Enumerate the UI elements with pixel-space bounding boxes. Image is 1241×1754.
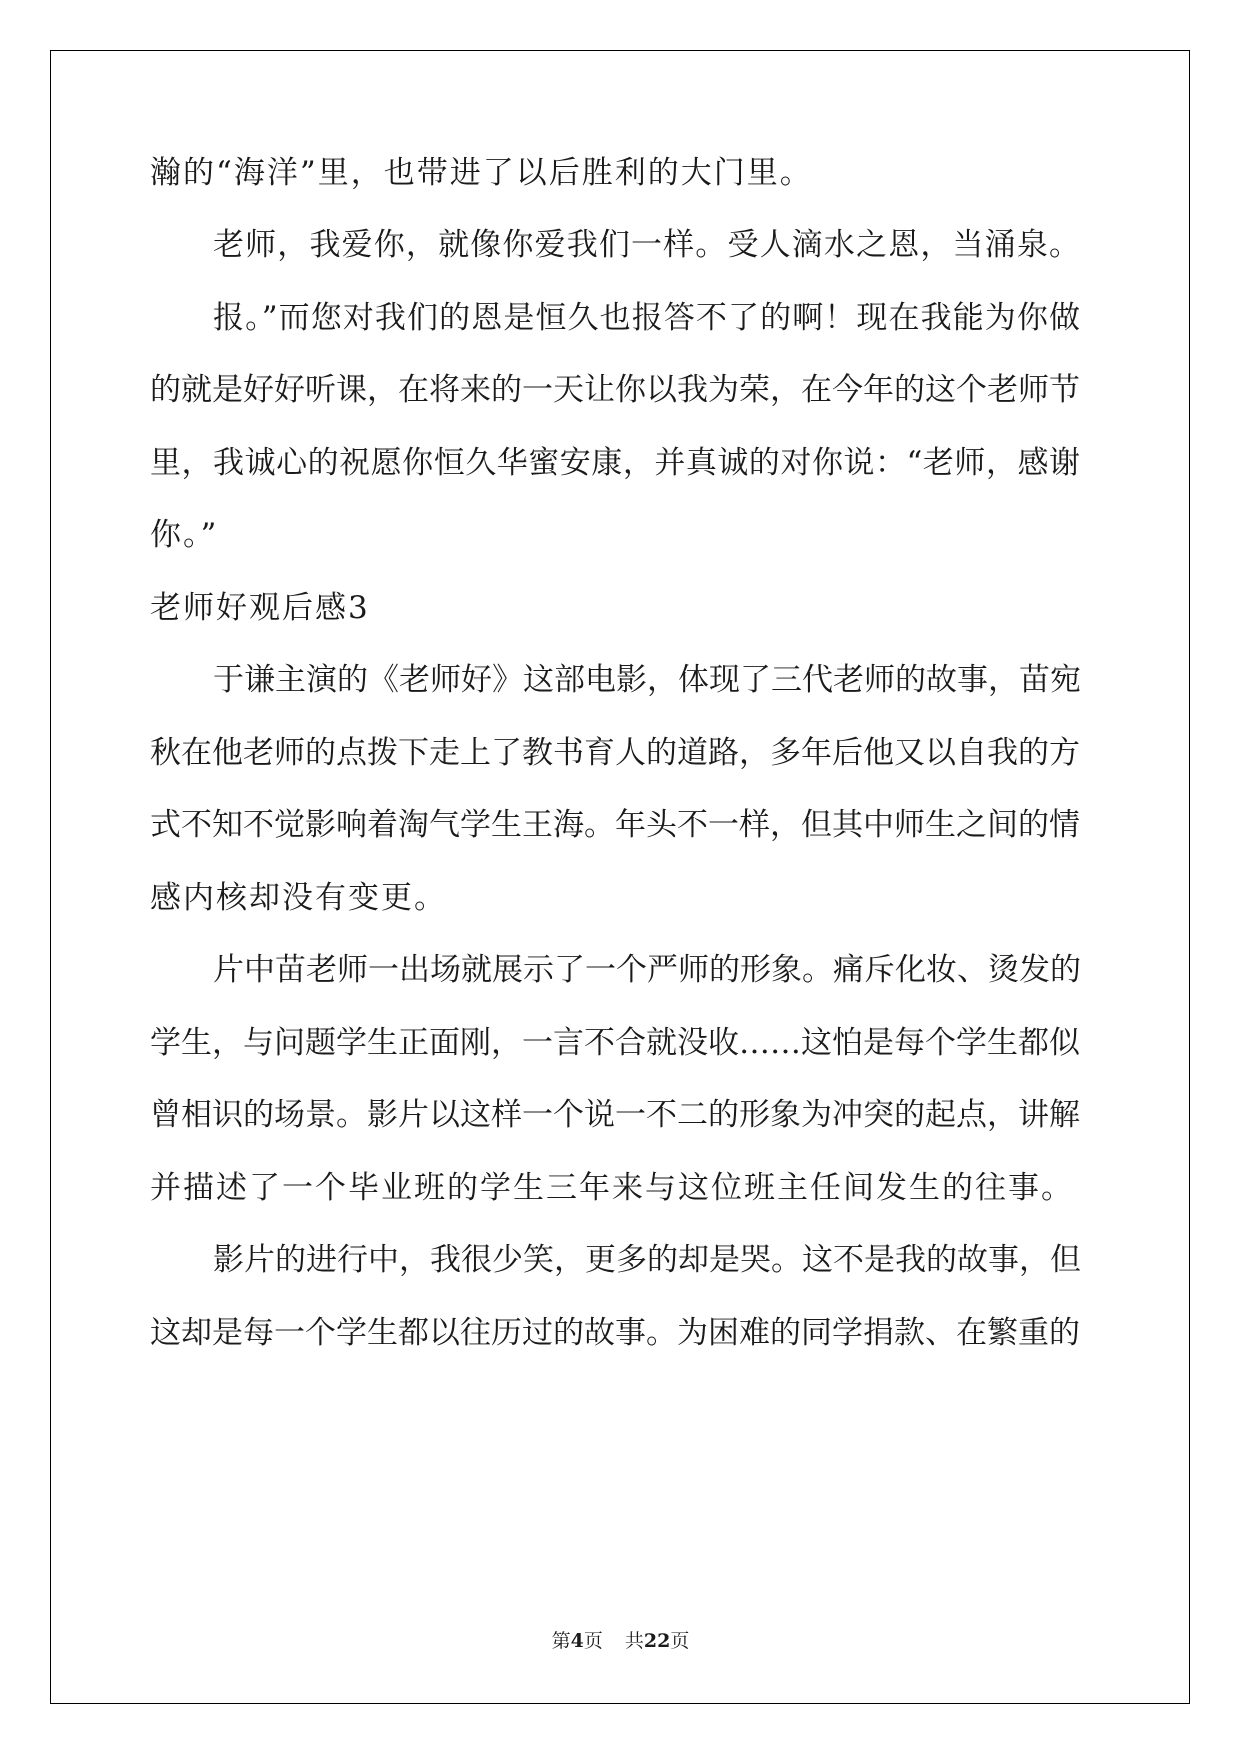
text-line: 的就是好好听课，在将来的一天让你以我为荣，在今年的这个老师节 [150,372,1080,408]
text-line: 这却是每一个学生都以往历过的故事。为困难的同学捐款、在繁重的 [150,1315,1080,1351]
text-line: 里，我诚心的祝愿你恒久华蜜安康，并真诚的对你说：“老师，感谢 [150,445,1080,481]
text-line: 报。”而您对我们的恩是恒久也报答不了的啊！现在我能为你做 [213,300,1080,336]
text-line: 瀚的“海洋”里，也带进了以后胜利的大门里。 [150,155,813,191]
text-line: 学生，与问题学生正面刚，一言不合就没收……这怕是每个学生都似 [150,1025,1080,1061]
text-line: 片中苗老师一出场就展示了一个严师的形象。痛斥化妆、烫发的 [213,952,1081,988]
text-line: 影片的进行中，我很少笑，更多的却是哭。这不是我的故事，但 [213,1242,1081,1278]
section-heading: 老师好观后感3 [150,590,370,626]
footer-page-suffix: 页 [583,1630,603,1652]
footer-prefix: 第 [551,1630,571,1652]
text-line: 于谦主演的《老师好》这部电影，体现了三代老师的故事，苗宛 [213,662,1081,698]
total-pages: 22 [643,1630,671,1652]
text-line: 式不知不觉影响着淘气学生王海。年头不一样，但其中师生之间的情 [150,807,1080,843]
text-line: 曾相识的场景。影片以这样一个说一不二的形象为冲突的起点，讲解 [150,1097,1080,1133]
page-number: 4 [570,1630,584,1652]
text-line: 你。” [150,517,219,553]
text-line: 老师，我爱你，就像你爱我们一样。受人滴水之恩，当涌泉。 [213,227,1080,263]
footer-total-suffix: 页 [670,1630,690,1652]
text-line: 秋在他老师的点拨下走上了教书育人的道路，多年后他又以自我的方 [150,735,1080,771]
footer-total-prefix: 共 [624,1630,644,1652]
text-line: 感内核却没有变更。 [150,880,447,916]
page-footer [0,1626,1241,1653]
text-line: 并描述了一个毕业班的学生三年来与这位班主任间发生的往事。 [150,1170,1074,1206]
